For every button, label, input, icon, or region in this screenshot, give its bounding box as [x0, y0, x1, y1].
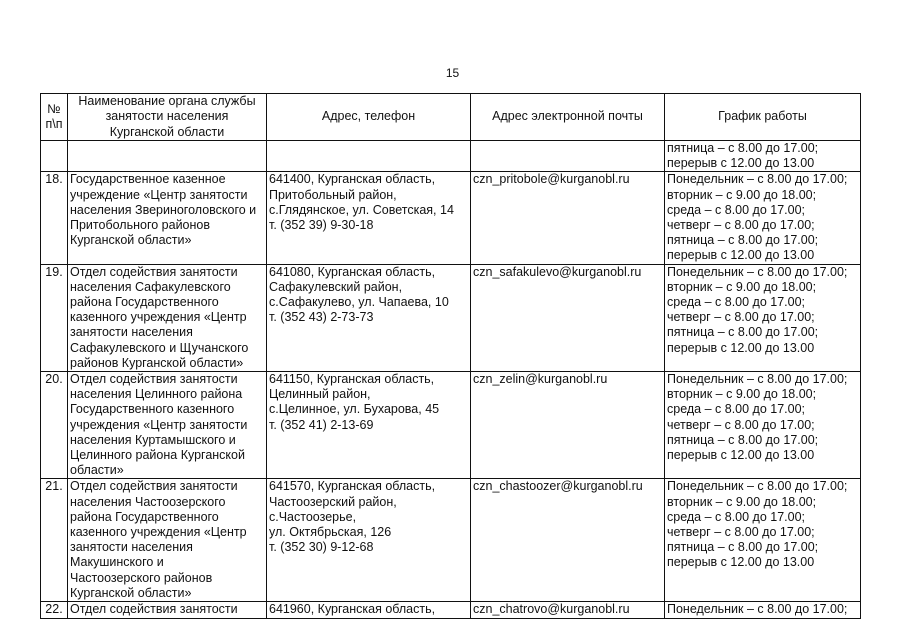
- cell-address: 641080, Курганская область, Сафакулевский район, с.Сафакулево, ул. Чапаева, 10 т. (352 43) 2-73-73: [267, 264, 471, 371]
- cell-email: czn_pritobole@kurganobl.ru: [471, 172, 665, 264]
- cell-name: Отдел содействия занятости населения Частоозерского района Государственного казенного учреждения «Центр занятости населения Макушинского и Частоозерского районов Курганской области»: [68, 479, 267, 602]
- cell-num: 18.: [41, 172, 68, 264]
- cell-name: [68, 141, 267, 172]
- cell-num: [41, 141, 68, 172]
- header-name: Наименование органа службы занятости населения Курганской области: [68, 94, 267, 141]
- cell-schedule: Понедельник – с 8.00 до 17.00; вторник – с 9.00 до 18.00; среда – с 8.00 до 17.00; четверг – с 8.00 до 17.00; пятница – с 8.00 до 17.00; перерыв с 12.00 до 13.00: [665, 264, 861, 371]
- cell-email: czn_chastoozer@kurganobl.ru: [471, 479, 665, 602]
- cell-address: 641400, Курганская область, Притобольный район, с.Глядянское, ул. Советская, 14 т. (352 39) 9-30-18: [267, 172, 471, 264]
- page-number: 15: [445, 66, 460, 80]
- cell-name: Отдел содействия занятости населения Сафакулевского района Государственного казенного учреждения «Центр занятости населения Сафакулевского и Щучанского районов Курганской области»: [68, 264, 267, 371]
- cell-address: [267, 141, 471, 172]
- cell-schedule: пятница – с 8.00 до 17.00; перерыв с 12.00 до 13.00: [665, 141, 861, 172]
- cell-address: 641150, Курганская область, Целинный район, с.Целинное, ул. Бухарова, 45 т. (352 41) 2-13-69: [267, 372, 471, 479]
- cell-name: Отдел содействия занятости населения Целинного района Государственного казенного учреждения «Центр занятости населения Куртамышского и Целинного района Курганской области»: [68, 372, 267, 479]
- cell-num: 22.: [41, 602, 68, 619]
- cell-email: czn_chatrovo@kurganobl.ru: [471, 602, 665, 619]
- table-row: [41, 372, 861, 479]
- cell-num: 21.: [41, 479, 68, 602]
- cell-schedule: Понедельник – с 8.00 до 17.00; вторник – с 9.00 до 18.00; среда – с 8.00 до 17.00; четверг – с 8.00 до 17.00; пятница – с 8.00 до 17.00; перерыв с 12.00 до 13.00: [665, 479, 861, 602]
- cell-num: 19.: [41, 264, 68, 371]
- table-row: [41, 172, 861, 264]
- cell-address: 641570, Курганская область, Частоозерский район, с.Частоозерье, ул. Октябрьская, 126 т. (352 30) 9-12-68: [267, 479, 471, 602]
- cell-schedule: Понедельник – с 8.00 до 17.00;: [665, 602, 861, 619]
- cell-name: Отдел содействия занятости: [68, 602, 267, 619]
- header-num: № п\п: [41, 94, 68, 141]
- cell-address: 641960, Курганская область,: [267, 602, 471, 619]
- table-row: [41, 264, 861, 371]
- table-row: [41, 141, 861, 172]
- cell-email: czn_zelin@kurganobl.ru: [471, 372, 665, 479]
- cell-num: 20.: [41, 372, 68, 479]
- cell-email: czn_safakulevo@kurganobl.ru: [471, 264, 665, 371]
- table-row: [41, 602, 861, 619]
- header-address: Адрес, телефон: [267, 94, 471, 141]
- cell-email: [471, 141, 665, 172]
- header-email: Адрес электронной почты: [471, 94, 665, 141]
- table-row: [41, 479, 861, 602]
- header-schedule: График работы: [665, 94, 861, 141]
- cell-schedule: Понедельник – с 8.00 до 17.00; вторник – с 9.00 до 18.00; среда – с 8.00 до 17.00; четверг – с 8.00 до 17.00; пятница – с 8.00 до 17.00; перерыв с 12.00 до 13.00: [665, 372, 861, 479]
- table-header-row: [41, 94, 861, 141]
- cell-schedule: Понедельник – с 8.00 до 17.00; вторник – с 9.00 до 18.00; среда – с 8.00 до 17.00; четверг – с 8.00 до 17.00; пятница – с 8.00 до 17.00; перерыв с 12.00 до 13.00: [665, 172, 861, 264]
- cell-name: Государственное казенное учреждение «Центр занятости населения Звериноголовского и Притобольного районов Курганской области»: [68, 172, 267, 264]
- employment-services-table: [40, 93, 861, 619]
